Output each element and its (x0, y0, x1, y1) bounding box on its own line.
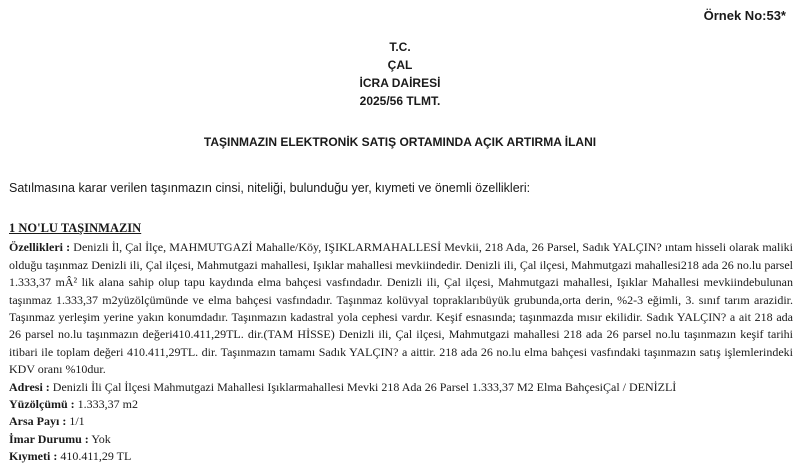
address-label: Adresi : (9, 379, 50, 394)
header-line-file-number: 2025/56 TLMT. (359, 94, 441, 108)
property-features (9, 239, 793, 378)
announcement-title: TAŞINMAZIN ELEKTRONİK SATIŞ ORTAMINDA AÇIK ARTIRMA İLANI (203, 135, 597, 149)
address-value: Denizli İli Çal İlçesi Mahmutgazi Mahallesi Işıklarmahallesi Mevki 218 Ada 26 Parsel 1.333,37 M2 Elma BahçesiÇal / DENİZLİ (49, 379, 677, 394)
features-text: Denizli İl, Çal İlçe, MAHMUTGAZİ Mahalle/Köy, IŞIKLARMAHALLESİ Mevkii, 218 Ada, 26 Parsel, Sadık YALÇIN? ıntam hisseli olarak maliki olduğu taşınmaz Denizli ili, Çal ilçesi, Mahmutgazi mahallesi, Işıklar mahallesi mevkiindedir. Denizli ili, Çal ilçesi, Mahmutgazi mahallesi218 ada 26 no.lu parsel 1.333,37 mÂ² lik alana sahip olup tapu kaydında elma bahçesi vasfındadır. Denizli ili, Çal ilçesi, Mahmutgazi mahallesi, Işıklar Mahallesi mevkiindebulunan taşınmaz 1.333,37 m2yüzölçümünde ve elma bahçesi vasfındadır. Taşınmaz kolüvyal topraklarıbüyük grubunda,orta derin, %2-3 eğimli, 3. sınıf tarım arazidir. Taşınmaz yerleşim yerine yakın konumdadır. Taşınmazın kadastral yola cephesi vardır. Keşif esnasında; taşınmazda mısır ekilidir. Sadık YALÇIN? a ait 218 ada 26 parsel no.lu taşınmazın değeri410.411,29TL. dir.(TAM HİSSE) Denizli ili, Çal ilçesi, Mahmutgazi mahallesi 218 ada 26 parsel no.lu taşınmazın keşif tarihi itibari ile toplam değeri 410.411,29TL. dir. Taşınmazın tamamı Sadık YALÇIN? a aittir. 218 ada 26 no.lu elma bahçesi vasfındaki taşınmazın satış işlemlerindeki KDV oranı %10dur. (9, 240, 793, 377)
header-line-office: İCRA DAİRESİ (359, 76, 441, 90)
property-value (9, 448, 793, 465)
zoning-label: İmar Durumu : (9, 431, 89, 446)
property-zoning (9, 431, 793, 448)
property-share (9, 413, 793, 430)
share-label: Arsa Payı : (9, 414, 67, 429)
form-number: Örnek No:53* (703, 8, 786, 23)
property-section-title: 1 NO'LU TAŞINMAZIN (9, 221, 142, 235)
value-value: 410.411,29 TL (57, 449, 132, 464)
header-line-city: ÇAL (387, 58, 413, 72)
value-label: Kıymeti : (9, 449, 58, 464)
property-area (9, 396, 793, 413)
intro-text: Satılmasına karar verilen taşınmazın cinsi, niteliği, bulunduğu yer, kıymeti ve önemli özellikleri: (9, 181, 531, 195)
features-label: Özellikleri : (9, 240, 71, 255)
area-value: 1.333,37 m2 (74, 397, 139, 412)
area-label: Yüzölçümü : (9, 397, 75, 412)
property-address (9, 379, 793, 396)
property-section (9, 220, 793, 466)
header-line-tc: T.C. (389, 40, 411, 54)
zoning-value: Yok (88, 431, 111, 446)
share-value: 1/1 (66, 414, 85, 429)
document-header (0, 38, 800, 110)
